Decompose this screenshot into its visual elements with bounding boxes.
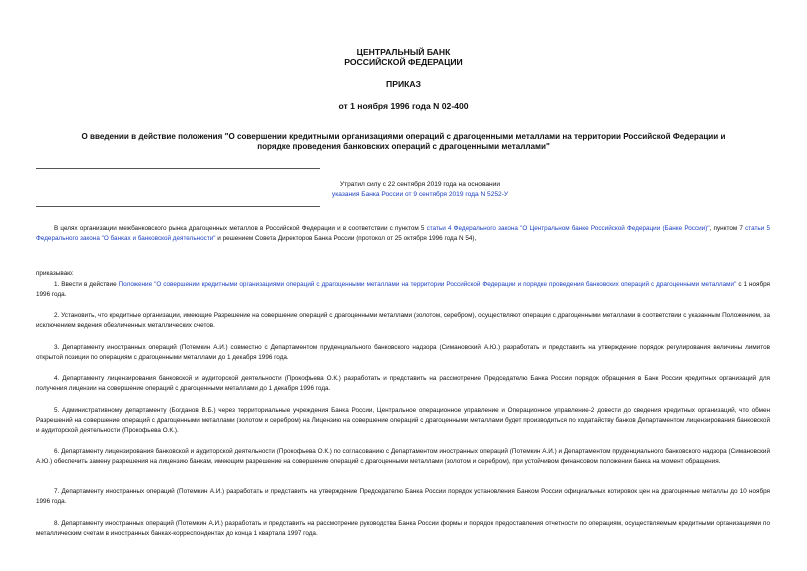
document-type: ПРИКАЗ [386, 79, 421, 89]
preamble-text-1: В целях организации межбанковского рынка драгоценных металлов в Российской Федерации и в соответствии с пунктом 5 [54, 225, 427, 232]
issuer-name: ЦЕНТРАЛЬНЫЙ БАНК [356, 47, 451, 57]
order-item-1-text-1: 1. Ввести в действие [54, 281, 119, 288]
order-item-1-text-2: с 1 ноября 1996 года. [36, 281, 770, 298]
separator-bottom [36, 206, 320, 207]
document-date-number: от 1 ноября 1996 года N 02-400 [338, 101, 469, 111]
regulation-link[interactable]: Положение "О совершении кредитными организациями операций с драгоценными металлами на территории Российской Федерации и порядке проведения банковских операций с драгоценными металлами" [118, 281, 737, 288]
issuer-country: РОССИЙСКОЙ ФЕДЕРАЦИИ [344, 57, 463, 67]
order-label: приказываю: [36, 270, 74, 277]
order-item-2: 2. Установить, что кредитные организации, имеющие Разрешение на совершение операций с драгоценными металлами (золотом, серебром), осуществляют операции с драгоценными металлами в соответствии с указанным Положением, за исключением ведения обезличенных металлических счетов. [36, 312, 770, 329]
order-item-1 [36, 280, 770, 300]
banking-law-link[interactable]: статьи 5 Федерального закона "О банках и банковской деятельности" [36, 225, 770, 242]
order-item-6: 6. Департаменту лицензирования банковской и аудиторской деятельности (Прокофьева О.К.) по согласованию с Департаментом иностранных операций (Потемкин А.И.) и Департаментом пруденциального банковского надзора (Симановский А.Ю.) обеспечить замену разрешения на лицензию банкам, имеющим разрешение на совершение операций с драгоценными металлами (золотом и серебром), при устойчивом финансовом положении банка на момент обращения. [36, 448, 770, 465]
preamble-text-3: и решением Совета Директоров Банка России (протокол от 25 октября 1996 года N 54), [215, 235, 477, 242]
preamble-paragraph [36, 224, 770, 244]
preamble-text-2: , пунктом 7 [709, 225, 746, 232]
order-item-4: 4. Департаменту лицензирования банковской и аудиторской деятельности (Прокофьева О.К.) разработать и представить на рассмотрение Председателю Банка России порядок обращения в Банк России кредитных организаций для получения лицензии на совершение операций с драгоценными металлами до 1 декабря 1996 года. [36, 375, 770, 392]
status-note-text: Утратил силу с 22 сентября 2019 года на основании [339, 181, 501, 188]
order-item-5: 5. Административному департаменту (Богданов В.Б.) через территориальные учреждения Банка России, Центральное операционное управление и Операционное управление-2 довести до сведения кредитных организаций, что обмен Разрешений на совершение операций с драгоценными металлами (золотом и серебром) на Лицензию на совершение операций с драгоценными металлами будет производиться по ходатайству банков Департаментом лицензирования банковской и аудиторской деятельности (Прокофьева О.К.). [36, 407, 770, 434]
order-item-3: 3. Департаменту иностранных операций (Потемкин А.И.) совместно с Департаментом пруденциального банковского надзора (Симановский А.Ю.) разработать и представить на утверждение порядок регулирования величины лимитов открытой позиции по операциям с драгоценными металлами до 1 декабря 1996 года. [36, 344, 770, 361]
central-bank-law-link[interactable]: статьи 4 Федерального закона "О Центральном банке Российской Федерации (Банке России)" [426, 225, 710, 232]
separator-top [36, 168, 320, 169]
order-item-7: 7. Департаменту иностранных операций (Потемкин А.И.) разработать и представить на утверждение Председателю Банка России порядок установления Банком России официальных котировок цен на драгоценные металлы до 10 ноября 1996 года. [36, 488, 770, 505]
order-item-8: 8. Департаменту иностранных операций (Потемкин А.И.) разработать и представить на рассмотрение руководства Банка России формы и порядок предоставления отчетности по операциям, осуществляемым кредитными организациями по металлическим счетам в иностранных банках-корреспондентах до конца 1 квартала 1997 года. [36, 520, 770, 537]
document-title-line-2: порядке проведения банковских операций с драгоценными металлами" [257, 142, 550, 151]
document-title-line-1: О введении в действие положения "О совершении кредитными организациями операций с драгоценными металлами на территории Российской Федерации и [81, 132, 726, 141]
repeal-document-link[interactable]: указания Банка России от 9 сентября 2019 года N 5252-У [331, 191, 509, 198]
status-note [200, 180, 640, 200]
